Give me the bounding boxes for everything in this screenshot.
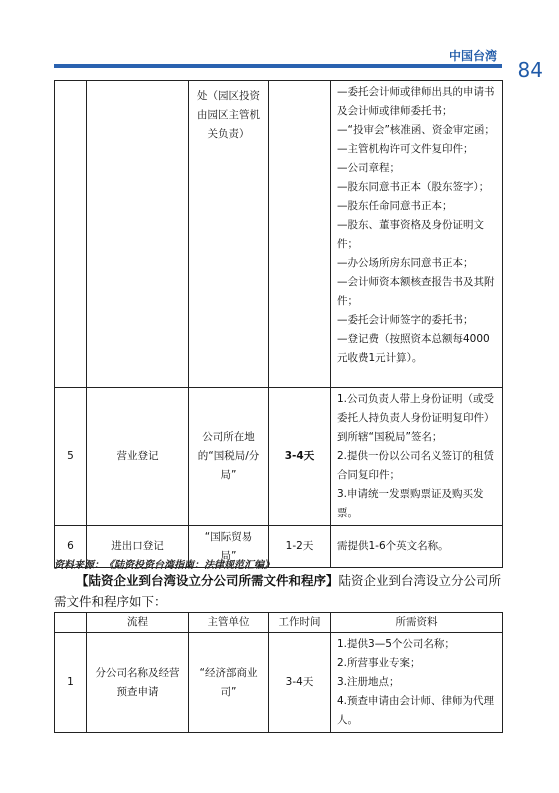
row-process [87,81,189,388]
row-time: 3-4天 [269,388,331,526]
registration-table-continued [54,80,503,568]
list-item: —办公场所房东同意书正本； [337,257,474,269]
table-row [55,81,503,388]
row-process: 进出口登记 [87,526,189,568]
list-item: —公司章程； [337,162,400,174]
section-intro-text: 陆资企业到台湾设立分公司所需文件和程序如下： [54,573,502,609]
header-rule [54,64,502,68]
row-index: 5 [55,388,87,526]
row-authority: “国际贸易局” [189,526,269,568]
row-process: 营业登记 [87,388,189,526]
header-title: 中国台湾 [448,49,497,63]
list-item: 2.提供一份以公司名义签订的租赁合同复印件； [337,450,495,481]
list-item: 1.提供3—5个公司名称； [337,638,455,650]
row-requirements [331,633,503,733]
list-item: —登记费（按照资本总额每4000元收费1元计算）。 [337,333,490,364]
section-heading: 【陆资企业到台湾设立分公司所需文件和程序】 [76,573,339,588]
row-time [269,81,331,388]
row-authority: “经济部商业司” [189,633,269,733]
list-item: 2.所营事业专案； [337,657,421,669]
row-requirements [331,81,503,388]
list-item: 需提供1-6个英文名称。 [337,540,449,552]
column-header: 工作时间 [269,613,331,633]
list-item: 4.预查申请由会计师、律师为代理人。 [337,695,495,726]
row-process: 分公司名称及经营预查申请 [87,633,189,733]
row-index: 6 [55,526,87,568]
row-requirements [331,388,503,526]
list-item: —股东任命同意书正本； [337,200,453,212]
row-time: 3-4天 [269,633,331,733]
list-item: —股东、董事资格及身份证明文件； [337,219,484,250]
column-header [55,613,87,633]
branch-registration-table [54,612,503,733]
column-header: 主管单位 [189,613,269,633]
column-header: 所需资料 [331,613,503,633]
row-authority: 公司所在地的“国税局/分局” [189,388,269,526]
list-item: —“投审会”核准函、资金审定函； [337,124,495,136]
list-item: 3.注册地点； [337,676,400,688]
row-authority: 处（园区投资由园区主管机关负责） [189,81,269,388]
section-intro [54,570,502,612]
list-item: —主管机构许可文件复印件； [337,143,474,155]
list-item: —委托会计师签字的委托书； [337,314,474,326]
source-note: 资料来源：《陆资投资台湾指南：法律规范汇编》 [54,560,274,571]
row-index [55,81,87,388]
list-item: 3.申请统一发票购票证及购买发票。 [337,488,484,519]
table-row [55,388,503,526]
list-item: —会计师资本额核查报告书及其附件； [337,276,495,307]
row-requirements [331,526,503,568]
list-item: 1.公司负责人带上身份证明（或受委托人持负责人身份证明复印件）到所辖“国税局”签名； [337,393,495,443]
page-number: 84 [517,58,543,82]
list-item: —股东同意书正本（股东签字）； [337,181,490,193]
list-item: —委托会计师或律师出具的申请书及会计师或律师委托书； [337,86,495,117]
row-index: 1 [55,633,87,733]
column-header: 流程 [87,613,189,633]
table-header-row [55,613,503,633]
row-time: 1-2天 [269,526,331,568]
table-row [55,633,503,733]
